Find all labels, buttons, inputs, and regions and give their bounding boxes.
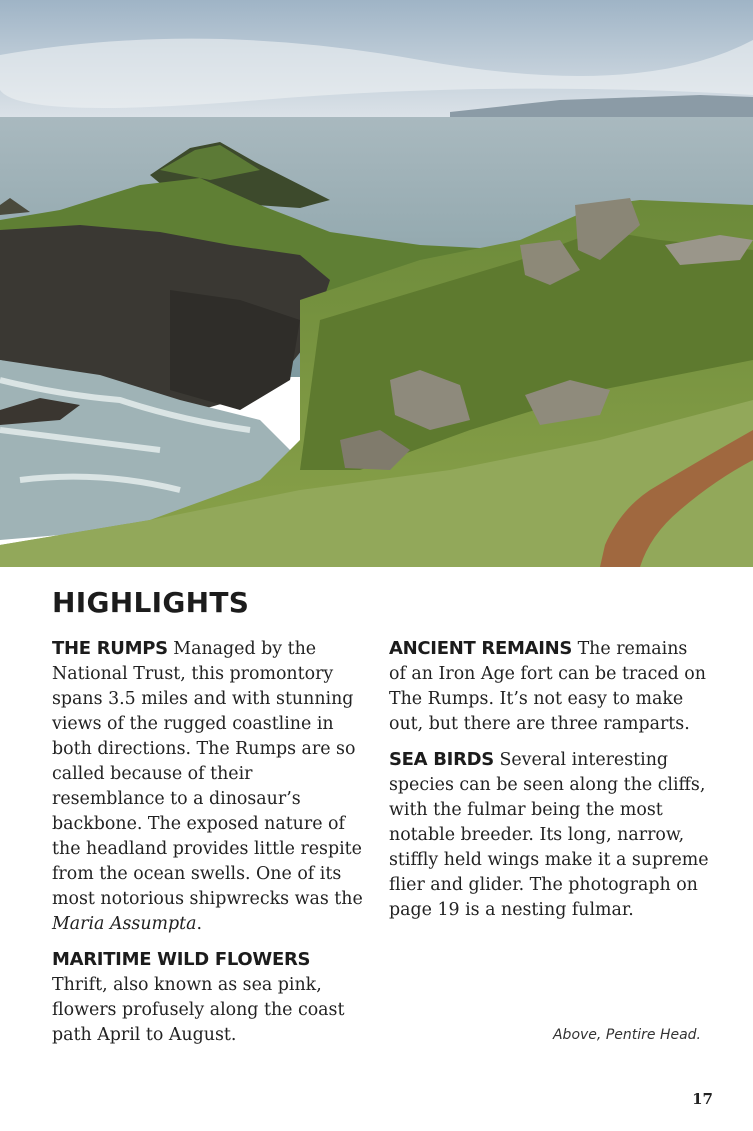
left-column bbox=[52, 636, 370, 1058]
rumps-end: . bbox=[196, 914, 203, 934]
rumps-text: Managed by the National Trust, this promontory spans 3.5 miles and with stunning views of the rugged coastline in both directions. The Rumps are so called because of their resemblance to a dinosaur’s backbone. The exposed nature of the headland provides little respite from the ocean swells. One of its most notorious shipwrecks was the bbox=[52, 639, 363, 909]
flowers-text: Thrift, also known as sea pink, flowers profusely along the coast path April to August. bbox=[52, 975, 345, 1045]
page-number: 17 bbox=[692, 1090, 713, 1108]
birds-paragraph bbox=[389, 747, 709, 923]
birds-text: Several interesting species can be seen along the cliffs, with the fulmar being the most notable breeder. Its long, narrow, stiffly held wings make it a supreme flier and glider. The photograph on page 19 is a nesting fulmar. bbox=[389, 750, 709, 920]
rumps-lead: THE RUMPS bbox=[52, 638, 168, 659]
remains-text: The remains of an Iron Age fort can be traced on The Rumps. It’s not easy to make out, but there are three ramparts. bbox=[389, 639, 706, 734]
remains-paragraph bbox=[389, 636, 709, 737]
flowers-lead: MARITIME WILD FLOWERS bbox=[52, 949, 311, 970]
flowers-paragraph bbox=[52, 947, 370, 1048]
photo-caption: Above, Pentire Head. bbox=[552, 1027, 701, 1043]
right-column bbox=[389, 636, 709, 933]
ship-name: Maria Assumpta bbox=[52, 914, 197, 934]
rumps-paragraph bbox=[52, 636, 370, 937]
highlights-heading: HIGHLIGHTS bbox=[52, 586, 250, 619]
birds-lead: SEA BIRDS bbox=[389, 749, 494, 770]
remains-lead: ANCIENT REMAINS bbox=[389, 638, 573, 659]
